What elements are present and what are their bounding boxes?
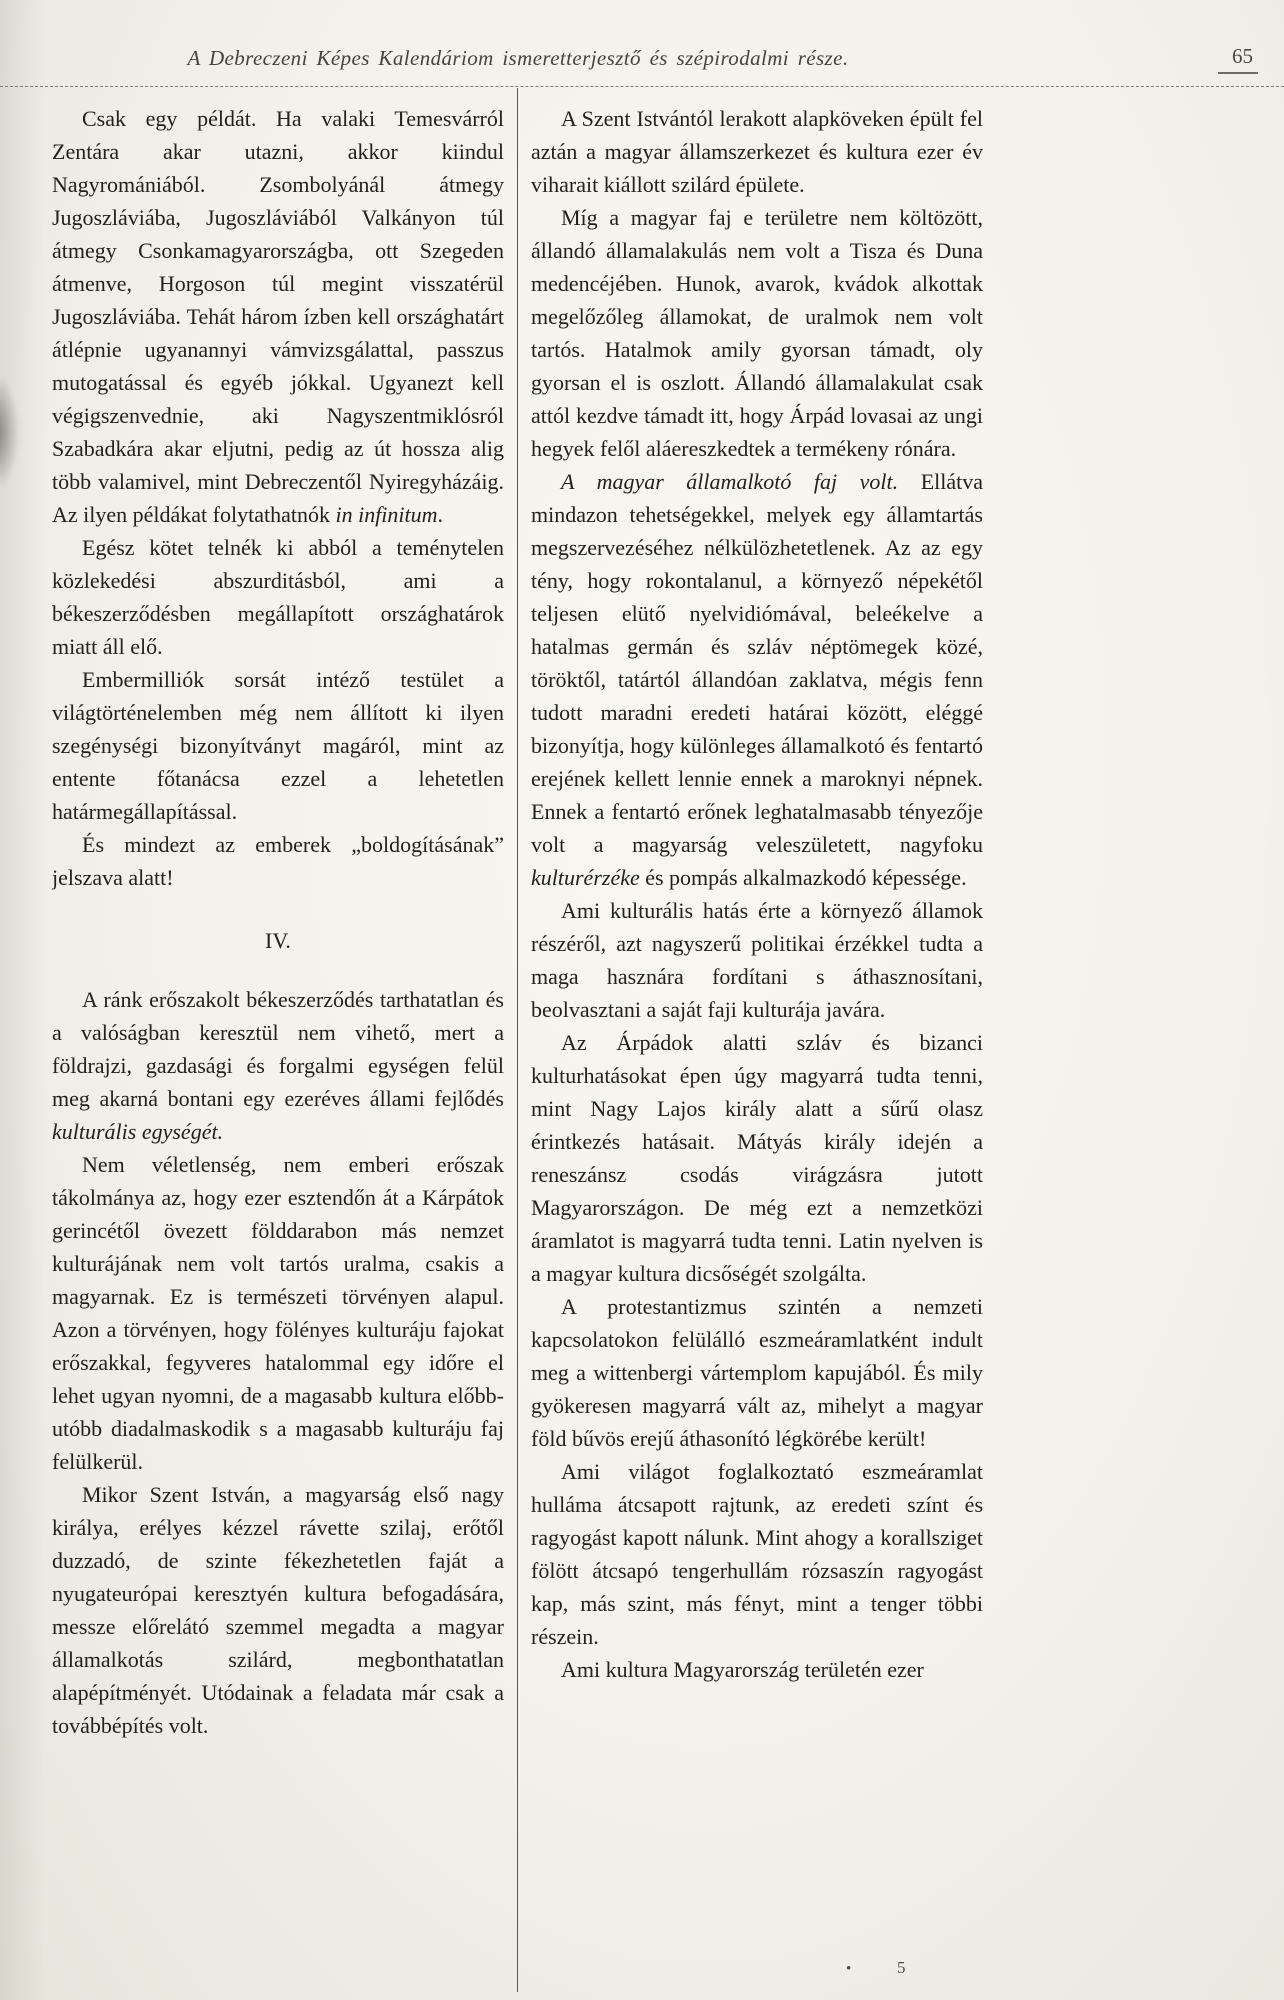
scan-smudge-artifact [0, 372, 20, 492]
right-column [531, 88, 983, 1992]
paragraph [531, 1290, 983, 1455]
body-text: Ami kultura Magyarország területén ezer [561, 1657, 924, 1682]
body-text: . [437, 502, 444, 527]
body-text: Embermilliók sorsát intéző testület a világtörténelemben még nem állított ki ilyen szegénységi bizonyítványt magáról, mint az entente főtanácsa ezzel a lehetetlen határmegállapítással. [52, 667, 504, 824]
paragraph [531, 1455, 983, 1653]
italic-text: kulturális egységét. [52, 1119, 224, 1144]
body-text: És mindezt az emberek „boldogításának” jelszava alatt! [52, 832, 504, 890]
body-text: IV. [265, 928, 291, 953]
body-text: Ami világot foglalkoztató eszmeáramlat hulláma átcsapott rajtunk, az eredeti színt és ragyogást kapott nálunk. Mint ahogy a korallsziget fölött átcsapó tengerhullám rózsaszín ragyogást kap, más szint, más fényt, mint a tenger többi részein. [531, 1459, 983, 1649]
running-title: A Debreczeni Képes Kalendáriom ismeretterjesztő és szépirodalmi része. [187, 46, 849, 70]
paragraph [531, 465, 983, 894]
paragraph [531, 894, 983, 1026]
paragraph [52, 102, 504, 531]
paragraph [531, 102, 983, 201]
section-heading [52, 924, 504, 957]
paragraph [52, 663, 504, 828]
signature-dot: • [846, 1961, 852, 1977]
paragraph [531, 201, 983, 465]
body-text: Egész kötet telnék ki abból a teménytelen közlekedési abszurditásból, ami a békeszerződésben megállapított országhatárok miatt áll elő. [52, 535, 504, 659]
signature-mark: 5 [897, 1958, 906, 1977]
body-text: Ellátva mindazon tehetségekkel, melyek egy államtartás megszervezéséhez nélkülözhetetlenek. Az az egy tény, hogy rokontalanul, a környező népekétől teljesen elütő nyelvidiómával, beleékelve a hatalmas germán és szláv néptömegek közé, töröktől, tatártól állandóan zaklatva, mégis fenn tudott maradni eredeti határai között, eléggé bizonyítja, hogy különleges államalkotó és fentartó erejének kellett lennie ennek a maroknyi népnek. Ennek a fentartó erőnek leghatalmasabb tényezője volt a magyarság veleszületett, nagyfoku [531, 469, 983, 857]
text-columns [52, 88, 984, 1992]
paragraph [52, 1478, 504, 1742]
body-text: A ránk erőszakolt békeszerződés tarthatatlan és a valóságban keresztül nem vihető, mert a földrajzi, gazdasági és forgalmi egységen felül meg akarná bontani egy ezeréves állami fejlődés [52, 987, 504, 1111]
body-text: Nem véletlenség, nem emberi erőszak tákolmánya az, hogy ezer esztendőn át a Kárpátok gerincétől övezett földdarabon más nemzet kulturájának nem volt tartós uralma, csakis a magyarnak. Ez is természeti törvényen alapul. Azon a törvényen, hogy fölényes kulturáju fajokat erőszakkal, fegyveres hatalommal egy időre el lehet ugyan nyomni, de a magasabb kultura előbb-utóbb diadalmaskodik s a magasabb kulturáju faj felülkerül. [52, 1152, 504, 1474]
page-number: 65 [1218, 44, 1258, 74]
column-divider [517, 88, 518, 1992]
body-text: és pompás alkalmazkodó képessége. [639, 865, 967, 890]
paragraph [52, 983, 504, 1148]
page-footer [846, 1958, 906, 1978]
italic-text: kulturérzéke [531, 865, 640, 890]
paragraph [52, 531, 504, 663]
left-column [52, 88, 504, 1992]
paragraph [52, 1148, 504, 1478]
body-text: Az Árpádok alatti szláv és bizanci kulturhatásokat épen úgy magyarrá tudta tenni, mint Nagy Lajos király alatt a sűrű olasz érintkezés hatásait. Mátyás király idején a reneszánsz csodás virágzásra jutott Magyarországon. De még ezt a nemzetközi áramlatot is magyarrá tudta tenni. Latin nyelven is a magyar kultura dicsőségét szolgálta. [531, 1030, 983, 1286]
page-header [52, 46, 984, 71]
body-text: A Szent Istvántól lerakott alapköveken épült fel aztán a magyar államszerkezet és kultura ezer év viharait kiállott szilárd épülete. [531, 106, 983, 197]
body-text: A protestantizmus szintén a nemzeti kapcsolatokon felülálló eszmeáramlatként indult meg a wittenbergi vártemplom kapujából. És mily gyökeresen magyarrá vált az, mihelyt a magyar föld bűvös erejű áthasonító légkörébe került! [531, 1294, 983, 1451]
paragraph [531, 1653, 983, 1686]
paragraph [531, 1026, 983, 1290]
body-text: Mikor Szent István, a magyarság első nagy királya, erélyes kézzel rávette szilaj, erőtől duzzadó, de szinte fékezhetetlen faját a nyugateurópai keresztyén kultura befogadására, messze előrelátó szemmel megadta a magyar államalkotás szilárd, megbonthatatlan alapépítményét. Utódainak a feladata már csak a továbbépítés volt. [52, 1482, 504, 1738]
body-text: Ami kulturális hatás érte a környező államok részéről, azt nagyszerű politikai érzékkel tudta a maga hasznára fordítani s áthasznosítani, beolvasztani a saját faji kulturája javára. [531, 898, 983, 1022]
header-rule [0, 86, 1284, 87]
body-text: Csak egy példát. Ha valaki Temesvárról Zentára akar utazni, akkor kiindul Nagyromániából. Zsombolyánál átmegy Jugoszláviába, Jugoszláviából Valkányon túl átmegy Csonkamagyarországba, ott Szegeden átmenve, Horgoson túl megint visszatérül Jugoszláviába. Tehát három ízben kell országhatárt átlépnie ugyanannyi vámvizsgálattal, passzus mutogatással és egyéb jókkal. Ugyanezt kell végigszenvednie, aki Nagyszentmiklósról Szabadkára akar eljutni, pedig az út hossza alig több valamivel, mint Debreczentől Nyiregyházáig. Az ilyen példákat folytathatnók [52, 106, 504, 527]
italic-text: in infinitum [335, 502, 438, 527]
body-text: Míg a magyar faj e területre nem költözött, állandó államalakulás nem volt a Tisza és Duna medencéjében. Hunok, avarok, kvádok alkottak megelőzőleg államokat, de uralmok nem volt tartós. Hatalmok amily gyorsan támadt, oly gyorsan el is oszlott. Állandó államalakulat csak attól kezdve támadt itt, hogy Árpád lovasai az ungi hegyek felől aláereszkedtek a termékeny rónára. [531, 205, 983, 461]
italic-text: A magyar államalkotó faj volt. [561, 469, 899, 494]
paragraph [52, 828, 504, 894]
